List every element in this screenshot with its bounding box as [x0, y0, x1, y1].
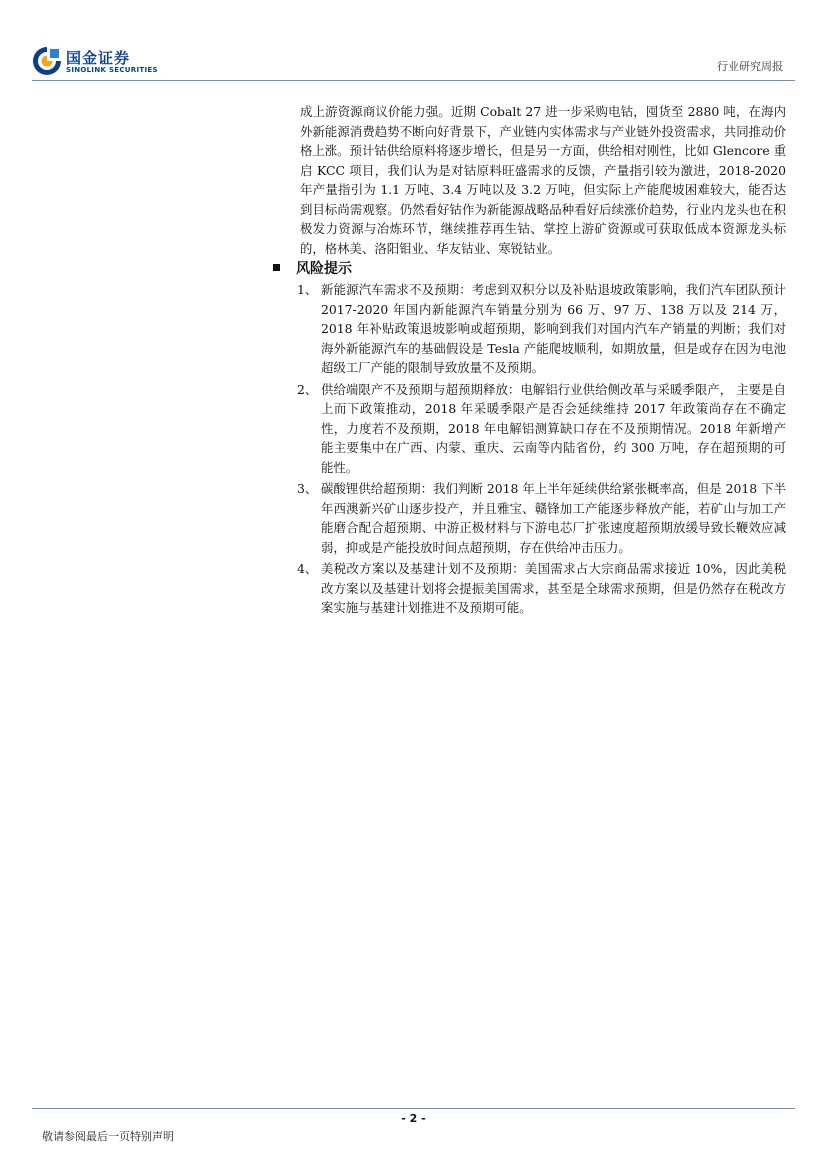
- page-number: - 2 -: [401, 1112, 426, 1125]
- risk-item: [297, 479, 786, 557]
- company-logo: [32, 46, 162, 78]
- disclaimer-note: 敬请参阅最后一页特别声明: [42, 1130, 174, 1143]
- risk-item-number: 3、: [297, 481, 318, 496]
- risk-item: [297, 559, 786, 618]
- risk-section-heading: [273, 258, 352, 278]
- report-type-label: 行业研究周报: [717, 60, 783, 73]
- header-divider: [32, 80, 795, 81]
- risk-item-text: 碳酸锂供给超预期：我们判断 2018 年上半年延续供给紧张概率高，但是 2018 下半年西澳新兴矿山逐步投产，并且雅宝、赣锋加工产能逐步释放产能，若矿山与加工产能磨合配合超预期、中游正极材料与下游电芯厂扩张速度超预期放缓导致长鞭效应减弱，抑或是产能投放时间点超预期，存在供给冲击压力。: [321, 481, 786, 555]
- logo-text-cn: 国金证券: [66, 49, 131, 67]
- risk-item-number: 2、: [297, 381, 318, 397]
- risk-item-text: 美税改方案以及基建计划不及预期：美国需求占大宗商品需求接近 10%，因此美税改方案以及基建计划将会提振美国需求，甚至是全球需求预期，但是仍然存在税改方案实施与基建计划推进不及预期可能。: [321, 561, 786, 615]
- body-content: [300, 102, 786, 258]
- risk-item-number: 4、: [297, 561, 318, 576]
- risk-item-number: 1、: [297, 282, 318, 297]
- risk-item: [297, 380, 786, 478]
- footer-divider: [32, 1108, 795, 1109]
- intro-paragraph: 成上游资源商议价能力强。近期 Cobalt 27 进一步采购电钴，囤货至 2880 吨，在海内外新能源消费趋势不断向好背景下，产业链内实体需求与产业链外投资需求，共同推动价格上涨。预计钴供给原料将逐步增长，但是另一方面，供给相对刚性，比如 Glencore 重启 KCC 项目，我们认为是对钴原料旺盛需求的反馈，产量指引较为激进，2018-2020 年产量指引为 1.1 万吨、3.4 万吨以及 3.2 万吨，但实际上产能爬坡困难较大，能否达到目标尚需观察。仍然看好钴作为新能源战略品种看好后续涨价趋势，行业内龙头也在积极发力资源与冶炼环节，继续推荐再生钴、掌控上游矿资源或可获取低成本资源龙头标的，格林美、洛阳钼业、华友钴业、寒锐钴业。: [300, 104, 786, 256]
- sinolink-logo-icon: [32, 46, 62, 76]
- risk-item-text: 供给端限产不及预期与超预期释放：电解铝行业供给侧改革与采暖季限产， 主要是自上而下政策推动，2018 年采暖季限产是否会延续维持 2017 年政策尚存在不确定性，力度若不及预期，2018 年电解铝测算缺口存在不及预期情况。2018 年新增产能主要集中在广西、内蒙、重庆、云南等内陆省份，约 300 万吨，存在超预期的可能性。: [321, 381, 786, 475]
- square-bullet-icon: [273, 264, 280, 271]
- risk-list: [297, 280, 786, 620]
- logo-text-en: SINOLINK SECURITIES: [66, 66, 158, 74]
- risk-item-text: 新能源汽车需求不及预期：考虑到双积分以及补贴退坡政策影响，我们汽车团队预计 2017-2020 年国内新能源汽车销量分别为 66 万、97 万、138 万以及 214 万，2018 年补贴政策退坡影响或超预期，影响到我们对国内汽车产销量的判断；我们对海外新能源汽车的基础假设是 Tesla 产能爬坡顺利，如期放量，但是或存在因为电池超级工厂产能的限制导致放量不及预期。: [321, 282, 786, 375]
- risk-heading-text: 风险提示: [296, 261, 352, 277]
- risk-item: [297, 280, 786, 378]
